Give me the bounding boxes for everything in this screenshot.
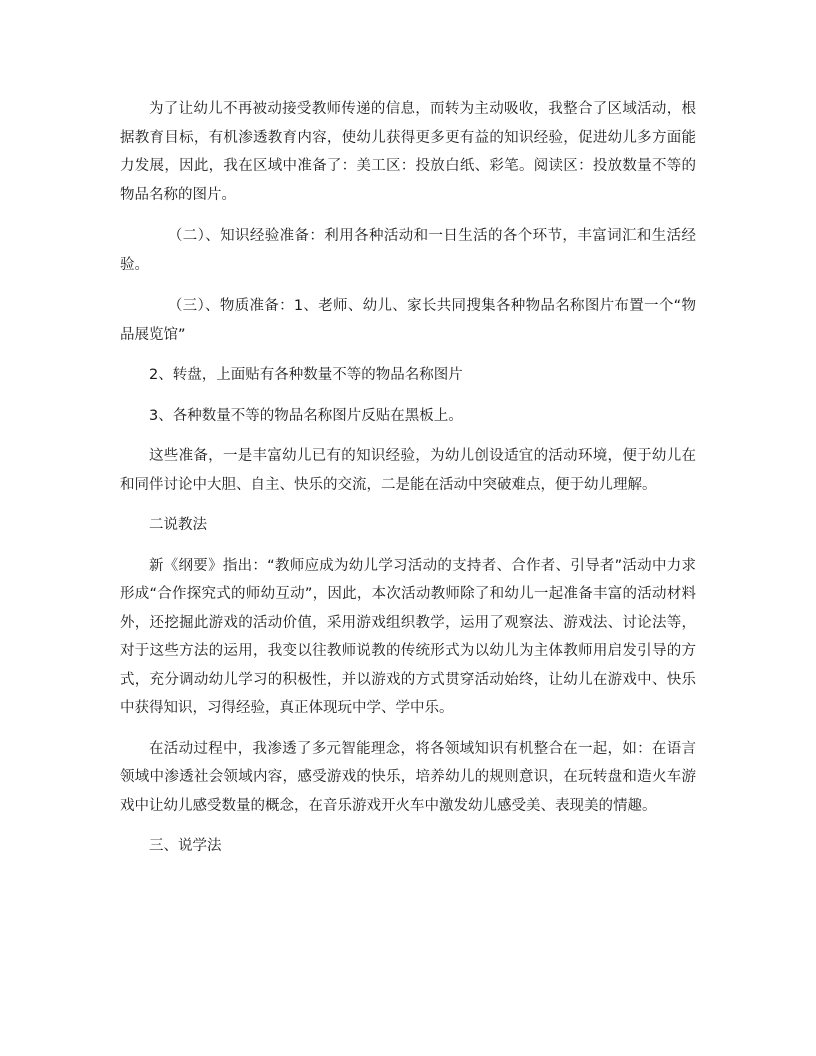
- paragraph-preparation-purpose: 这些准备，一是丰富幼儿已有的知识经验，为幼儿创设适宜的活动环境，便于幼儿在和同伴讨论中大胆、自主、快乐的交流，二是能在活动中突破难点，便于幼儿理解。: [120, 448, 696, 493]
- paragraph-activity-process: 在活动过程中，我渗透了多元智能理念，将各领域知识有机整合在一起，如：在语言领域中渗透社会领域内容，感受游戏的快乐，培养幼儿的规则意识，在玩转盘和造火车游戏中让幼儿感受数量的概念，在音乐游戏开火车中激发幼儿感受美、表现美的情趣。: [120, 740, 696, 814]
- heading-teaching-methods: 二说教法: [149, 517, 207, 533]
- paragraph-regional-activities: 为了让幼儿不再被动接受教师传递的信息，而转为主动吸收，我整合了区域活动，根据教育目标，有机渗透教育内容，使幼儿获得更多更有益的知识经验，促进幼儿多方面能力发展，因此，我在区域中准备了：美工区：投放白纸、彩笔。阅读区：投放数量不等的物品名称的图片。: [120, 101, 696, 203]
- heading-learning-methods: 三、说学法: [149, 838, 222, 854]
- paragraph-teaching-methods: 新《纲要》指出：“教师应成为幼儿学习活动的支持者、合作者、引导者”活动中力求形成“合作探究式的师幼互动”，因此，本次活动教师除了和幼儿一起准备丰富的活动材料外，还挖掘此游戏的活动价值，采用游戏组织教学，运用了观察法、游戏法、讨论法等，对于这些方法的运用，我变以往教师说教的传统形式为以幼儿为主体教师用启发引导的方式，充分调动幼儿学习的积极性，并以游戏的方式贯穿活动始终，让幼儿在游戏中、快乐中获得知识，习得经验，真正体现玩中学、学中乐。: [120, 557, 696, 716]
- paragraph-blackboard-pictures: 3、各种数量不等的物品名称图片反贴在黑板上。: [149, 407, 463, 424]
- paragraph-turntable: 2、转盘，上面贴有各种数量不等的物品名称图片: [149, 367, 463, 383]
- paragraph-knowledge-preparation: （二）、知识经验准备：利用各种活动和一日生活的各个环节，丰富词汇和生活经验。: [120, 228, 696, 273]
- paragraph-material-preparation: （三）、物质准备：1、老师、幼儿、家长共同搜集各种物品名称图片布置一个“物品展览馆”: [120, 298, 696, 343]
